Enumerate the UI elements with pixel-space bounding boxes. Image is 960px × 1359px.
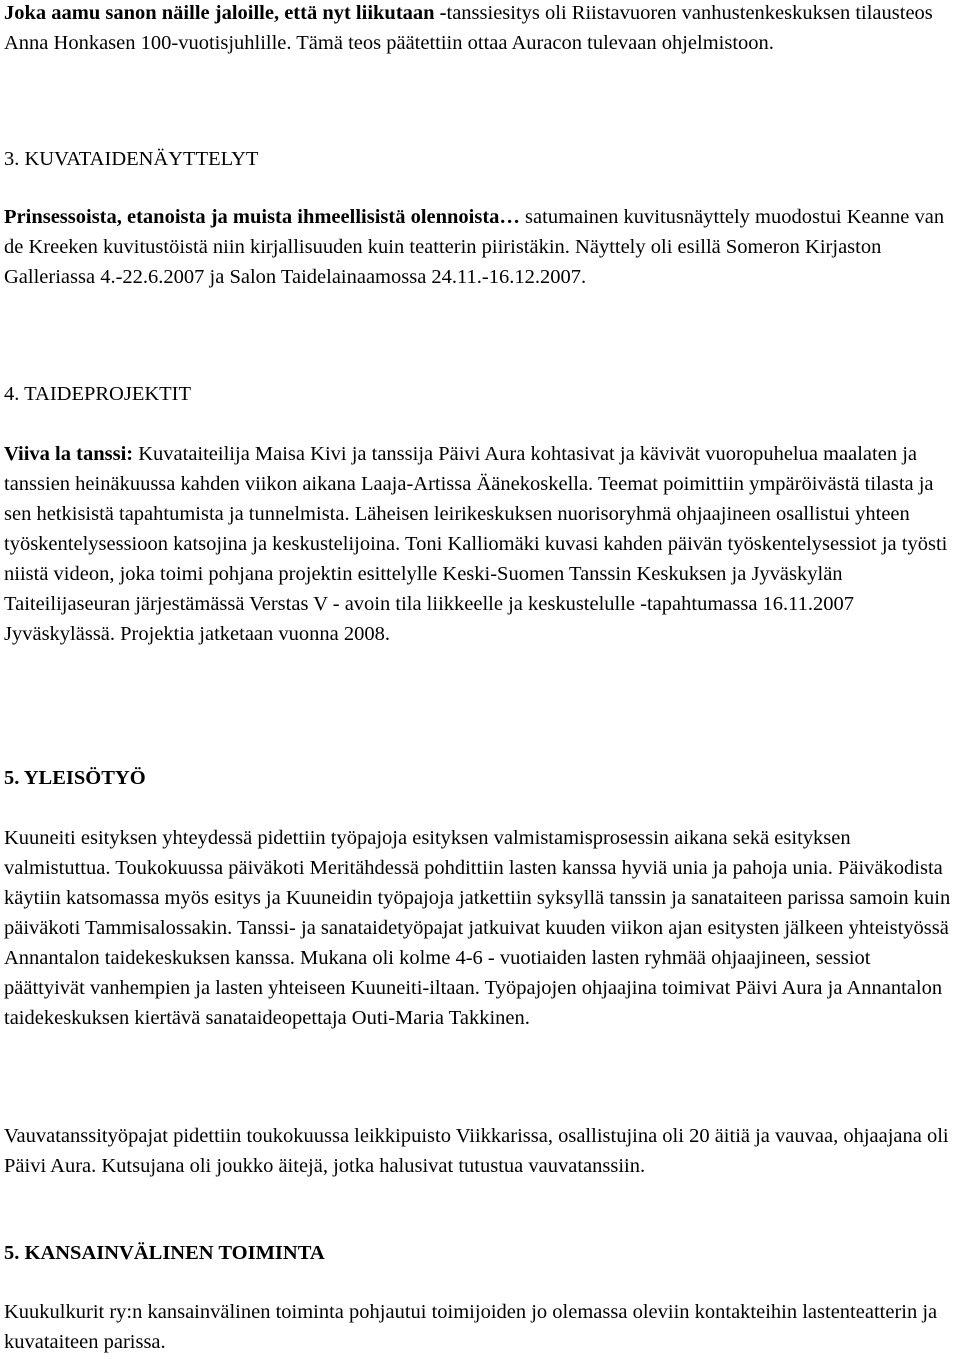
section-5-heading: 5. YLEISÖTYÖ	[4, 767, 146, 789]
section-3-heading: 3. KUVATAIDENÄYTTELYT	[4, 148, 259, 170]
section-3-bold-title: Prinsessoista, etanoista ja muista ihmeellisistä olennoista…	[4, 206, 520, 228]
section-3-text: satumainen kuvitusnäyttely muodostui Keanne van de Kreeken kuvitustöistä niin kirjallisuuden kuin teatterin piiristäkin. Näyttely oli esillä Someron Kirjaston Galleriassa 4.-22.6.2007 ja Salon Taidelainaamossa 24.11.-16.12.2007.	[4, 206, 945, 288]
section-5b-paragraph: Kuukulkurit ry:n kansainvälinen toiminta pohjautui toimijoiden jo olemassa oleviin kontakteihin lastenteatterin ja kuvataiteen parissa.	[4, 1301, 938, 1353]
section-4-heading: 4. TAIDEPROJEKTIT	[4, 383, 192, 405]
section-3-paragraph	[4, 202, 960, 292]
intro-paragraph	[4, 0, 956, 58]
section-4-text: Kuvataiteilija Maisa Kivi ja tanssija Päivi Aura kohtasivat ja kävivät vuoropuhelua maalaten ja tanssien heinäkuussa kahden viikon aikana Laaja-Artissa Äänekoskella. Teemat poimittiin ympäröivästä tilasta ja sen hetkisistä tapahtumista ja tunnelmista. Läheisen leirikeskuksen nuorisoryhmä ohjaajineen osallistui yhteen työskentelysessioon katsojina ja keskustelijoina. Toni Kalliomäki kuvasi kahden päivän työskentelysessiot ja työsti niistä videon, joka toimi pohjana projektin esittelylle Keski-Suomen Tanssin Keskuksen ja Jyväskylän Taiteilijaseuran järjestämässä Verstas V - avoin tila liikkeelle ja keskustelulle -tapahtumassa 16.11.2007 Jyväskylässä. Projektia jatketaan vuonna 2008.	[4, 443, 948, 645]
section-4-paragraph	[4, 439, 956, 649]
intro-text: tanssiesitys oli Riistavuoren vanhustenkeskuksen tilausteos Anna Honkasen 100-vuotisjuhlille. Tämä teos päätettiin ottaa Auracon tulevaan ohjelmistoon.	[4, 2, 933, 54]
section-4-bold-title: Viiva la tanssi:	[4, 443, 134, 465]
section-5b-heading: 5. KANSAINVÄLINEN TOIMINTA	[4, 1242, 325, 1264]
intro-bold-title: Joka aamu sanon näille jaloille, että nyt liikutaan -	[4, 2, 447, 24]
section-5-paragraph-1: Kuuneiti esityksen yhteydessä pidettiin työpajoja esityksen valmistamisprosessin aikana sekä esityksen valmistuttua. Toukokuussa päiväkoti Meritähdessä pohdittiin lasten kanssa hyviä unia ja pahoja unia. Päiväkodista käytiin katsomassa myös esitys ja Kuuneidin työpajoja jatkettiin syksyllä tanssin ja sanataiteen parissa samoin kuin päiväkoti Tammisalossakin. Tanssi- ja sanataidetyöpajat jatkuivat kuuden viikon ajan esitysten jälkeen yhteistyössä Annantalon taidekeskuksen kanssa. Mukana oli kolme 4-6 - vuotiaiden lasten ryhmää ohjaajineen, sessiot päättyivät vanhempien ja lasten yhteiseen Kuuneiti-iltaan. Työpajojen ohjaajina toimivat Päivi Aura ja Annantalon taidekeskuksen kiertävä sanataideopettaja Outi-Maria Takkinen.	[4, 827, 951, 1029]
section-5-paragraph-2: Vauvatanssityöpajat pidettiin toukokuussa leikkipuisto Viikkarissa, osallistujina oli 20 äitiä ja vauvaa, ohjaajana oli Päivi Aura. Kutsujana oli joukko äitejä, jotka halusivat tutustua vauvatanssiin.	[4, 1125, 949, 1177]
